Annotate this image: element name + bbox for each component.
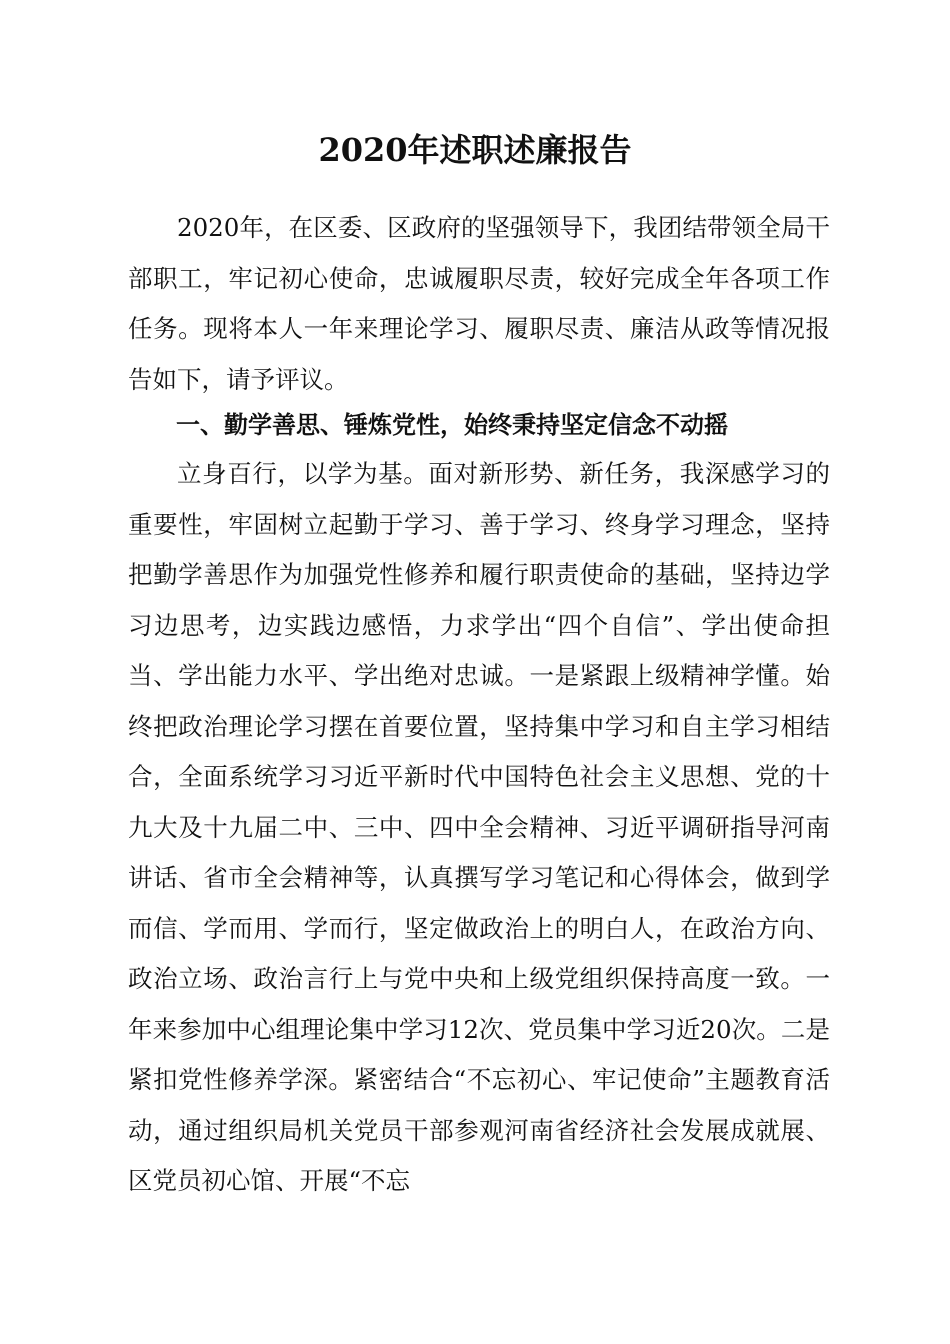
- document-title: 2020年述职述廉报告: [318, 131, 632, 169]
- intro-paragraph: 2020年，在区委、区政府的坚强领导下，我团结带领全局干部职工，牢记初心使命，忠诚履职尽责，较好完成全年各项工作任务。现将本人一年来理论学习、履职尽责、廉洁从政等情况报告如下，请予评议。: [128, 213, 830, 394]
- section-heading: 一、勤学善思、锤炼党性，始终秉持坚定信念不动摇: [176, 411, 728, 439]
- section-body-paragraph: 立身百行，以学为基。面对新形势、新任务，我深感学习的重要性，牢固树立起勤于学习、善于学习、终身学习理念，坚持把勤学善思作为加强党性修养和履行职责使命的基础，坚持边学习边思考，边实践边感悟，力求学出“四个自信”、学出使命担当、学出能力水平、学出绝对忠诚。一是紧跟上级精神学懂。始终把政治理论学习摆在首要位置，坚持集中学习和自主学习相结合，全面系统学习习近平新时代中国特色社会主义思想、党的十九大及十九届二中、三中、四中全会精神、习近平调研指导河南讲话、省市全会精神等，认真撰写学习笔记和心得体会，做到学而信、学而用、学而行，坚定做政治上的明白人，在政治方向、政治立场、政治言行上与党中央和上级党组织保持高度一致。一年来参加中心组理论集中学习12次、党员集中学习近20次。二是紧扣党性修养学深。紧密结合“不忘初心、牢记使命”主题教育活动，通过组织局机关党员干部参观河南省经济社会发展成就展、区党员初心馆、开展“不忘: [128, 459, 830, 1195]
